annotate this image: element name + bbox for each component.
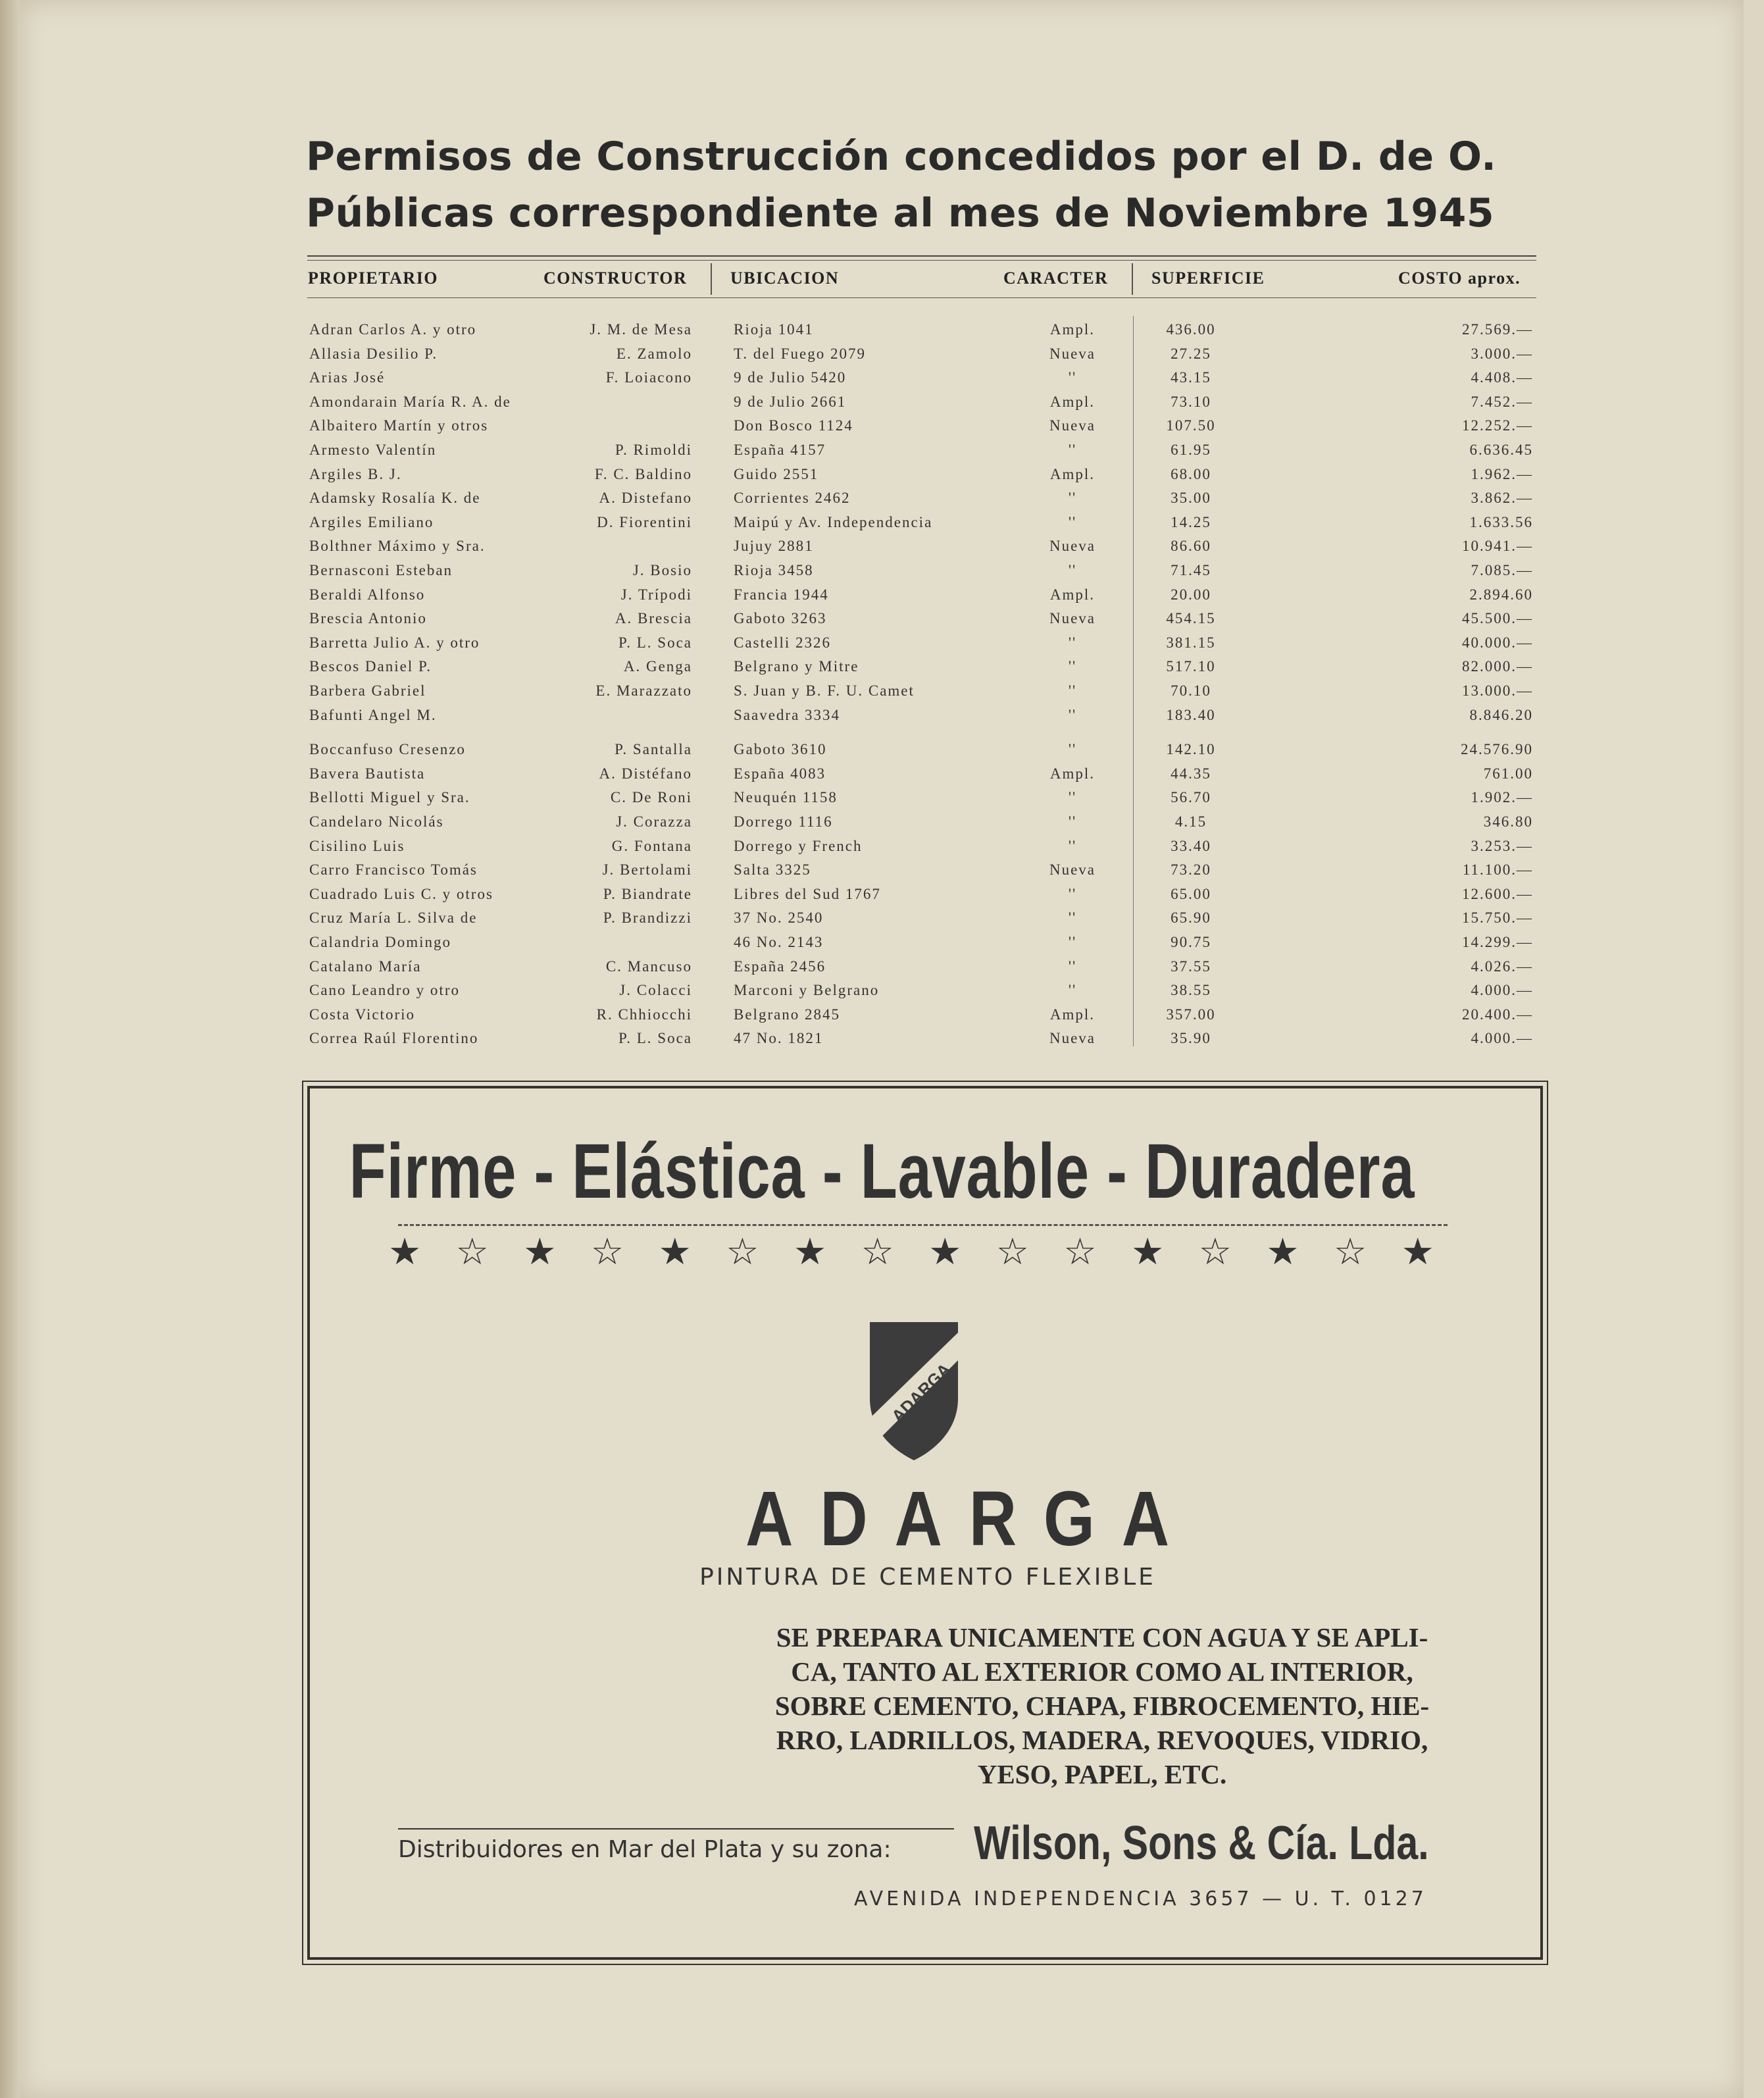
cell-propietario: Albaitero Martín y otros bbox=[309, 417, 489, 434]
cell-propietario: Correa Raúl Florentino bbox=[309, 1030, 479, 1047]
cell-costo: 10.941.— bbox=[1462, 538, 1533, 555]
cell-superficie: 65.00 bbox=[1171, 885, 1211, 902]
header-superficie: SUPERFICIE bbox=[1151, 269, 1265, 288]
cell-caracter: Ampl. bbox=[1049, 393, 1096, 410]
cell-ubicacion: Francia 1944 bbox=[734, 586, 829, 603]
cell-caracter: '' bbox=[1068, 562, 1077, 578]
cell-caracter: '' bbox=[1068, 982, 1077, 999]
cell-costo: 4.026.— bbox=[1471, 958, 1533, 975]
cell-propietario: Bernasconi Esteban bbox=[309, 562, 453, 578]
cell-ubicacion: 9 de Julio 5420 bbox=[734, 369, 847, 386]
cell-costo: 4.000.— bbox=[1471, 1030, 1533, 1047]
header-divider-1 bbox=[711, 263, 712, 295]
cell-ubicacion: España 4083 bbox=[734, 765, 826, 782]
cell-superficie: 20.00 bbox=[1171, 586, 1211, 603]
cell-superficie: 517.10 bbox=[1166, 658, 1216, 675]
cell-caracter: Nueva bbox=[1049, 861, 1096, 879]
ad-body-line: CA, TANTO AL EXTERIOR COMO AL INTERIOR, bbox=[791, 1656, 1413, 1687]
cell-costo: 761.00 bbox=[1483, 765, 1533, 782]
cell-ubicacion: Rioja 1041 bbox=[734, 321, 814, 338]
title-line-2: Públicas correspondiente al mes de Noviembre 1945 bbox=[306, 190, 1495, 236]
cell-caracter: '' bbox=[1068, 909, 1077, 927]
cell-propietario: Amondarain María R. A. de bbox=[309, 393, 511, 410]
page-binding bbox=[0, 0, 20, 2098]
outline-star-icon: ☆ bbox=[726, 1231, 759, 1273]
cell-ubicacion: España 2456 bbox=[734, 958, 826, 975]
cell-ubicacion: Don Bosco 1124 bbox=[734, 417, 853, 434]
cell-constructor: A. Distéfano bbox=[599, 765, 692, 782]
header-caracter: CARACTER bbox=[1003, 269, 1109, 288]
cell-constructor: C. Mancuso bbox=[605, 958, 692, 975]
cell-costo: 45.500.— bbox=[1462, 610, 1533, 627]
cell-superficie: 71.45 bbox=[1171, 562, 1211, 578]
cell-superficie: 381.15 bbox=[1166, 634, 1216, 651]
ad-distributors-label: Distribuidores en Mar del Plata y su zona: bbox=[398, 1836, 892, 1863]
cell-constructor: G. Fontana bbox=[611, 837, 692, 854]
cell-constructor: A. Genga bbox=[623, 658, 692, 675]
cell-superficie: 436.00 bbox=[1166, 321, 1216, 338]
filled-star-icon: ★ bbox=[1266, 1231, 1299, 1273]
table-header-rule bbox=[307, 297, 1536, 298]
cell-costo: 12.600.— bbox=[1462, 885, 1533, 902]
cell-costo: 3.253.— bbox=[1471, 837, 1533, 854]
cell-propietario: Bellotti Miguel y Sra. bbox=[309, 789, 470, 806]
cell-constructor: R. Chhiocchi bbox=[596, 1006, 692, 1023]
cell-caracter: '' bbox=[1068, 789, 1077, 806]
cell-constructor: P. Biandrate bbox=[603, 885, 692, 902]
cell-propietario: Cisilino Luis bbox=[309, 837, 405, 854]
cell-caracter: '' bbox=[1068, 958, 1077, 975]
table-top-rule bbox=[307, 255, 1536, 257]
cell-superficie: 183.40 bbox=[1166, 706, 1216, 723]
outline-star-icon: ☆ bbox=[995, 1231, 1029, 1273]
cell-superficie: 35.90 bbox=[1171, 1030, 1211, 1047]
cell-propietario: Barretta Julio A. y otro bbox=[309, 634, 480, 651]
cell-superficie: 38.55 bbox=[1171, 982, 1211, 999]
cell-constructor: A. Distefano bbox=[599, 490, 692, 507]
cell-superficie: 68.00 bbox=[1171, 465, 1211, 482]
cell-ubicacion: Marconi y Belgrano bbox=[734, 982, 880, 999]
cell-ubicacion: Dorrego 1116 bbox=[734, 813, 833, 830]
cell-ubicacion: 47 No. 1821 bbox=[734, 1030, 824, 1047]
cell-costo: 4.408.— bbox=[1471, 369, 1533, 386]
cell-superficie: 27.25 bbox=[1171, 345, 1211, 362]
header-costo: COSTO aprox. bbox=[1398, 269, 1521, 288]
title-line-1: Permisos de Construcción concedidos por el D. de O. bbox=[306, 134, 1497, 180]
filled-star-icon: ★ bbox=[793, 1231, 827, 1273]
cell-constructor: F. C. Baldino bbox=[594, 465, 692, 482]
cell-constructor: J. Corazza bbox=[616, 813, 692, 830]
cell-superficie: 73.10 bbox=[1171, 393, 1211, 410]
cell-superficie: 14.25 bbox=[1171, 513, 1211, 530]
cell-ubicacion: 46 No. 2143 bbox=[734, 934, 824, 950]
outline-star-icon: ☆ bbox=[861, 1231, 894, 1273]
cell-ubicacion: Maipú y Av. Independencia bbox=[734, 513, 933, 530]
cell-ubicacion: Rioja 3458 bbox=[734, 562, 814, 578]
cell-caracter: '' bbox=[1068, 741, 1077, 758]
cell-propietario: Bolthner Máximo y Sra. bbox=[309, 538, 486, 555]
ad-headline: Firme - Elástica - Lavable - Duradera bbox=[349, 1128, 1415, 1215]
filled-star-icon: ★ bbox=[523, 1231, 557, 1273]
cell-costo: 6.636.45 bbox=[1469, 442, 1533, 458]
cell-costo: 4.000.— bbox=[1471, 982, 1533, 999]
cell-costo: 3.862.— bbox=[1471, 490, 1533, 507]
cell-superficie: 33.40 bbox=[1171, 837, 1211, 854]
ad-body bbox=[724, 1620, 1480, 1791]
cell-ubicacion: Neuquén 1158 bbox=[734, 789, 838, 806]
cell-propietario: Argiles B. J. bbox=[309, 465, 402, 482]
ad-address: AVENIDA INDEPENDENCIA 3657 — U. T. 0127 bbox=[854, 1887, 1427, 1910]
cell-propietario: Cruz María L. Silva de bbox=[309, 909, 478, 927]
column-divider bbox=[1133, 316, 1134, 1046]
cell-propietario: Barbera Gabriel bbox=[309, 682, 426, 699]
cell-constructor: J. Bosio bbox=[632, 562, 692, 578]
ad-body-line: SOBRE CEMENTO, CHAPA, FIBROCEMENTO, HIE- bbox=[774, 1691, 1430, 1721]
cell-constructor: J. M. de Mesa bbox=[590, 321, 692, 338]
cell-superficie: 56.70 bbox=[1171, 789, 1211, 806]
cell-costo: 346.80 bbox=[1483, 813, 1533, 830]
cell-caracter: Nueva bbox=[1049, 1030, 1096, 1047]
cell-constructor: J. Trípodi bbox=[620, 586, 692, 603]
shield-logo-text: ADARGA bbox=[888, 1359, 955, 1427]
cell-ubicacion: S. Juan y B. F. U. Camet bbox=[734, 682, 915, 699]
cell-caracter: Nueva bbox=[1049, 345, 1096, 362]
cell-propietario: Bavera Bautista bbox=[309, 765, 426, 782]
cell-caracter: '' bbox=[1068, 837, 1077, 854]
cell-constructor: F. Loiacono bbox=[605, 369, 692, 386]
cell-costo: 2.894.60 bbox=[1469, 586, 1533, 603]
cell-caracter: Nueva bbox=[1049, 610, 1096, 627]
cell-superficie: 107.50 bbox=[1166, 417, 1216, 434]
ad-body-line: RRO, LADRILLOS, MADERA, REVOQUES, VIDRIO, bbox=[776, 1725, 1428, 1755]
outline-star-icon: ☆ bbox=[590, 1231, 624, 1273]
cell-propietario: Calandria Domingo bbox=[309, 934, 452, 950]
outline-star-icon: ☆ bbox=[1063, 1231, 1097, 1273]
cell-costo: 1.962.— bbox=[1471, 465, 1533, 482]
cell-superficie: 4.15 bbox=[1174, 813, 1207, 830]
cell-ubicacion: 9 de Julio 2661 bbox=[734, 393, 847, 410]
cell-caracter: '' bbox=[1068, 658, 1077, 675]
cell-constructor: E. Zamolo bbox=[616, 345, 692, 362]
cell-costo: 14.299.— bbox=[1462, 934, 1533, 950]
cell-costo: 13.000.— bbox=[1462, 682, 1533, 699]
cell-caracter: Nueva bbox=[1049, 538, 1096, 555]
cell-costo: 24.576.90 bbox=[1461, 741, 1533, 758]
cell-propietario: Adamsky Rosalía K. de bbox=[309, 490, 481, 507]
cell-costo: 27.569.— bbox=[1462, 321, 1533, 338]
cell-propietario: Boccanfuso Cresenzo bbox=[309, 741, 466, 758]
cell-costo: 12.252.— bbox=[1462, 417, 1533, 434]
cell-constructor: E. Marazzato bbox=[595, 682, 692, 699]
filled-star-icon: ★ bbox=[1131, 1231, 1165, 1273]
cell-superficie: 37.55 bbox=[1171, 958, 1211, 975]
cell-caracter: '' bbox=[1068, 885, 1077, 902]
cell-ubicacion: Corrientes 2462 bbox=[734, 490, 851, 507]
cell-caracter: Ampl. bbox=[1049, 765, 1096, 782]
cell-ubicacion: Guido 2551 bbox=[734, 465, 819, 482]
ad-brand-name: ADARGA bbox=[745, 1475, 1196, 1562]
header-divider-2 bbox=[1132, 263, 1133, 295]
cell-ubicacion: Castelli 2326 bbox=[734, 634, 832, 651]
cell-ubicacion: Belgrano y Mitre bbox=[734, 658, 859, 675]
outline-star-icon: ☆ bbox=[455, 1231, 489, 1273]
cell-constructor: P. Rimoldi bbox=[615, 442, 692, 458]
cell-propietario: Beraldi Alfonso bbox=[309, 586, 426, 603]
cell-constructor: P. Brandizzi bbox=[603, 909, 692, 927]
ad-distributors-rule bbox=[398, 1828, 954, 1829]
cell-propietario: Argiles Emiliano bbox=[309, 513, 434, 530]
ad-subtitle: PINTURA DE CEMENTO FLEXIBLE bbox=[699, 1564, 1156, 1591]
cell-costo: 7.452.— bbox=[1471, 393, 1533, 410]
page-title bbox=[306, 128, 1543, 242]
cell-propietario: Cano Leandro y otro bbox=[309, 982, 460, 999]
cell-propietario: Cuadrado Luis C. y otros bbox=[309, 885, 493, 902]
ad-body-line: YESO, PAPEL, ETC. bbox=[977, 1759, 1227, 1789]
cell-superficie: 73.20 bbox=[1171, 861, 1211, 879]
cell-caracter: '' bbox=[1068, 682, 1077, 699]
cell-caracter: '' bbox=[1068, 442, 1077, 458]
outline-star-icon: ☆ bbox=[1198, 1231, 1232, 1273]
cell-ubicacion: Gaboto 3263 bbox=[734, 610, 827, 627]
cell-caracter: '' bbox=[1068, 513, 1077, 530]
cell-costo: 20.400.— bbox=[1462, 1006, 1533, 1023]
ad-body-line: SE PREPARA UNICAMENTE CON AGUA Y SE APLI- bbox=[776, 1622, 1428, 1652]
filled-star-icon: ★ bbox=[928, 1231, 962, 1273]
cell-propietario: Bafunti Angel M. bbox=[309, 706, 437, 723]
cell-caracter: Ampl. bbox=[1049, 1006, 1096, 1023]
cell-constructor: P. L. Soca bbox=[618, 1030, 692, 1047]
header-constructor: CONSTRUCTOR bbox=[543, 269, 688, 288]
cell-ubicacion: T. del Fuego 2079 bbox=[734, 345, 866, 362]
cell-superficie: 90.75 bbox=[1171, 934, 1211, 950]
cell-ubicacion: Salta 3325 bbox=[734, 861, 811, 879]
cell-caracter: '' bbox=[1068, 813, 1077, 830]
cell-costo: 11.100.— bbox=[1462, 861, 1533, 879]
cell-caracter: Ampl. bbox=[1049, 586, 1096, 603]
cell-ubicacion: Jujuy 2881 bbox=[734, 538, 814, 555]
cell-superficie: 65.90 bbox=[1171, 909, 1211, 927]
cell-ubicacion: Libres del Sud 1767 bbox=[734, 885, 881, 902]
cell-caracter: '' bbox=[1068, 634, 1077, 651]
cell-ubicacion: 37 No. 2540 bbox=[734, 909, 824, 927]
cell-constructor: C. De Roni bbox=[610, 789, 692, 806]
cell-constructor: A. Brescia bbox=[615, 610, 692, 627]
ad-company-name: Wilson, Sons & Cía. Lda. bbox=[974, 1817, 1429, 1870]
cell-superficie: 44.35 bbox=[1171, 765, 1211, 782]
cell-propietario: Costa Victorio bbox=[309, 1006, 415, 1023]
cell-costo: 8.846.20 bbox=[1469, 706, 1533, 723]
table-top-rule-2 bbox=[307, 260, 1536, 261]
cell-caracter: '' bbox=[1068, 490, 1077, 507]
cell-caracter: Ampl. bbox=[1049, 321, 1096, 338]
cell-propietario: Candelaro Nicolás bbox=[309, 813, 444, 830]
cell-propietario: Allasia Desilio P. bbox=[309, 345, 438, 362]
cell-ubicacion: Dorrego y French bbox=[734, 837, 863, 854]
cell-constructor: P. Santalla bbox=[615, 741, 692, 758]
cell-propietario: Adran Carlos A. y otro bbox=[309, 321, 477, 338]
header-propietario: PROPIETARIO bbox=[308, 269, 439, 288]
ad-star-row bbox=[388, 1231, 1434, 1273]
cell-propietario: Armesto Valentín bbox=[309, 442, 437, 458]
cell-costo: 1.633.56 bbox=[1469, 513, 1533, 530]
cell-propietario: Carro Francisco Tomás bbox=[309, 861, 478, 879]
cell-superficie: 454.15 bbox=[1166, 610, 1216, 627]
filled-star-icon: ★ bbox=[1401, 1231, 1434, 1273]
cell-costo: 3.000.— bbox=[1471, 345, 1533, 362]
cell-superficie: 61.95 bbox=[1171, 442, 1211, 458]
filled-star-icon: ★ bbox=[388, 1231, 422, 1273]
cell-ubicacion: Saavedra 3334 bbox=[734, 706, 841, 723]
filled-star-icon: ★ bbox=[658, 1231, 692, 1273]
cell-costo: 7.085.— bbox=[1471, 562, 1533, 578]
cell-costo: 15.750.— bbox=[1462, 909, 1533, 927]
outline-star-icon: ☆ bbox=[1333, 1231, 1367, 1273]
adarga-shield-logo bbox=[867, 1319, 961, 1463]
ad-dashed-rule bbox=[398, 1224, 1448, 1226]
cell-caracter: Nueva bbox=[1049, 417, 1096, 434]
cell-caracter: Ampl. bbox=[1049, 465, 1096, 482]
cell-superficie: 142.10 bbox=[1166, 741, 1216, 758]
cell-superficie: 70.10 bbox=[1171, 682, 1211, 699]
cell-ubicacion: España 4157 bbox=[734, 442, 826, 458]
cell-propietario: Catalano María bbox=[309, 958, 422, 975]
cell-propietario: Bescos Daniel P. bbox=[309, 658, 432, 675]
cell-ubicacion: Belgrano 2845 bbox=[734, 1006, 841, 1023]
cell-constructor: J. Bertolami bbox=[602, 861, 692, 879]
cell-propietario: Brescia Antonio bbox=[309, 610, 427, 627]
cell-costo: 1.902.— bbox=[1471, 789, 1533, 806]
cell-constructor: P. L. Soca bbox=[618, 634, 692, 651]
cell-caracter: '' bbox=[1068, 369, 1077, 386]
cell-superficie: 86.60 bbox=[1171, 538, 1211, 555]
cell-constructor: D. Fiorentini bbox=[597, 513, 692, 530]
header-ubicacion: UBICACION bbox=[730, 269, 840, 288]
cell-superficie: 43.15 bbox=[1171, 369, 1211, 386]
cell-superficie: 357.00 bbox=[1166, 1006, 1216, 1023]
cell-caracter: '' bbox=[1068, 934, 1077, 950]
cell-caracter: '' bbox=[1068, 706, 1077, 723]
cell-constructor: J. Colacci bbox=[619, 982, 692, 999]
cell-costo: 82.000.— bbox=[1462, 658, 1533, 675]
cell-ubicacion: Gaboto 3610 bbox=[734, 741, 827, 758]
cell-costo: 40.000.— bbox=[1462, 634, 1533, 651]
cell-propietario: Arias José bbox=[309, 369, 386, 386]
cell-superficie: 35.00 bbox=[1171, 490, 1211, 507]
